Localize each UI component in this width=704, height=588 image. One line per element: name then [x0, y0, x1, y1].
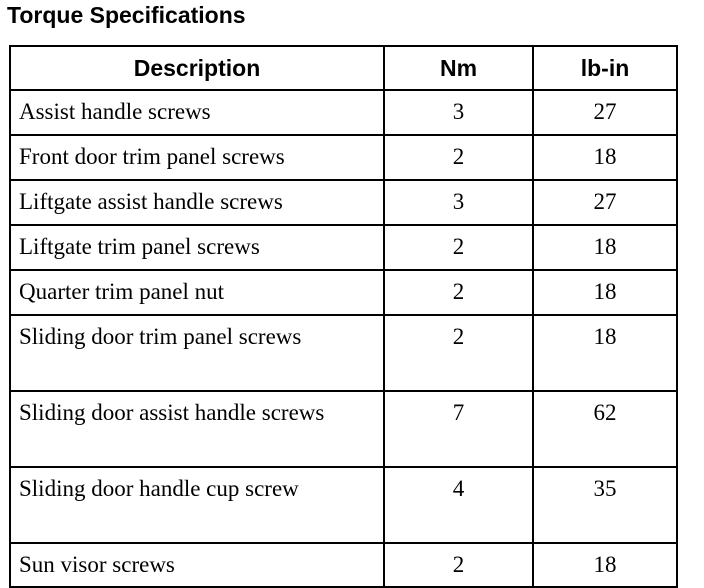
- table-row: [10, 315, 677, 391]
- lb-in-cell: 27: [533, 180, 677, 225]
- description-cell: Assist handle screws: [10, 90, 384, 135]
- table-row: [10, 543, 677, 587]
- nm-cell: 3: [384, 90, 533, 135]
- lb-in-cell: 18: [533, 270, 677, 315]
- description-cell: Liftgate assist handle screws: [10, 180, 384, 225]
- table-row: [10, 90, 677, 135]
- lb-in-cell: 35: [533, 467, 677, 543]
- table-row: [10, 270, 677, 315]
- lb-in-cell: 62: [533, 391, 677, 467]
- description-cell: Front door trim panel screws: [10, 135, 384, 180]
- nm-cell: 2: [384, 543, 533, 587]
- lb-in-cell: 27: [533, 90, 677, 135]
- table-header-row: [10, 46, 677, 90]
- nm-cell: 4: [384, 467, 533, 543]
- lb-in-cell: 18: [533, 315, 677, 391]
- table-row: [10, 225, 677, 270]
- description-cell: Sliding door handle cup screw: [10, 467, 384, 543]
- lb-in-cell: 18: [533, 543, 677, 587]
- nm-cell: 2: [384, 315, 533, 391]
- description-cell: Sliding door assist handle screws: [10, 391, 384, 467]
- table-row: [10, 180, 677, 225]
- nm-cell: 2: [384, 135, 533, 180]
- description-cell: Sun visor screws: [10, 543, 384, 587]
- column-header-description: Description: [10, 46, 384, 90]
- column-header-lb-in: lb-in: [533, 46, 677, 90]
- column-header-nm: Nm: [384, 46, 533, 90]
- description-cell: Liftgate trim panel screws: [10, 225, 384, 270]
- nm-cell: 2: [384, 225, 533, 270]
- description-cell: Sliding door trim panel screws: [10, 315, 384, 391]
- page-title: Torque Specifications: [7, 2, 246, 28]
- description-cell: Quarter trim panel nut: [10, 270, 384, 315]
- nm-cell: 3: [384, 180, 533, 225]
- table-row: [10, 135, 677, 180]
- torque-spec-table: [9, 45, 678, 588]
- lb-in-cell: 18: [533, 135, 677, 180]
- nm-cell: 7: [384, 391, 533, 467]
- nm-cell: 2: [384, 270, 533, 315]
- table-row: [10, 467, 677, 543]
- table-row: [10, 391, 677, 467]
- lb-in-cell: 18: [533, 225, 677, 270]
